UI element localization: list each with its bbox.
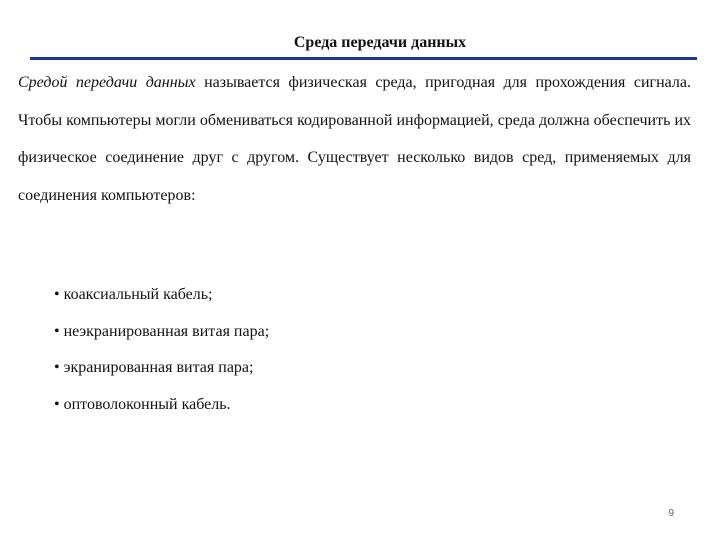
title-underline (30, 57, 697, 60)
list-item: • оптоволоконный кабель. (54, 395, 231, 413)
defined-term: Средой передачи данных (18, 74, 196, 91)
slide-title: Среда передачи данных (293, 34, 467, 51)
definition-paragraph (18, 64, 691, 214)
list-item: • коаксиальный кабель; (54, 286, 213, 303)
list-item: • экранированная витая пара; (54, 359, 254, 376)
media-types-list (54, 277, 674, 423)
list-item: • неэкранированная витая пара; (54, 322, 270, 340)
paragraph-body: называется физическая среда, пригодная для прохождения сигнала. Чтобы компьютеры могли обмениваться кодированной информацией, среда должна обеспечить их физическое соединение друг с другом. Существует несколько видов сред, применяемых для соединения компьютеров: (18, 74, 691, 204)
page-number: 9 (668, 508, 674, 519)
